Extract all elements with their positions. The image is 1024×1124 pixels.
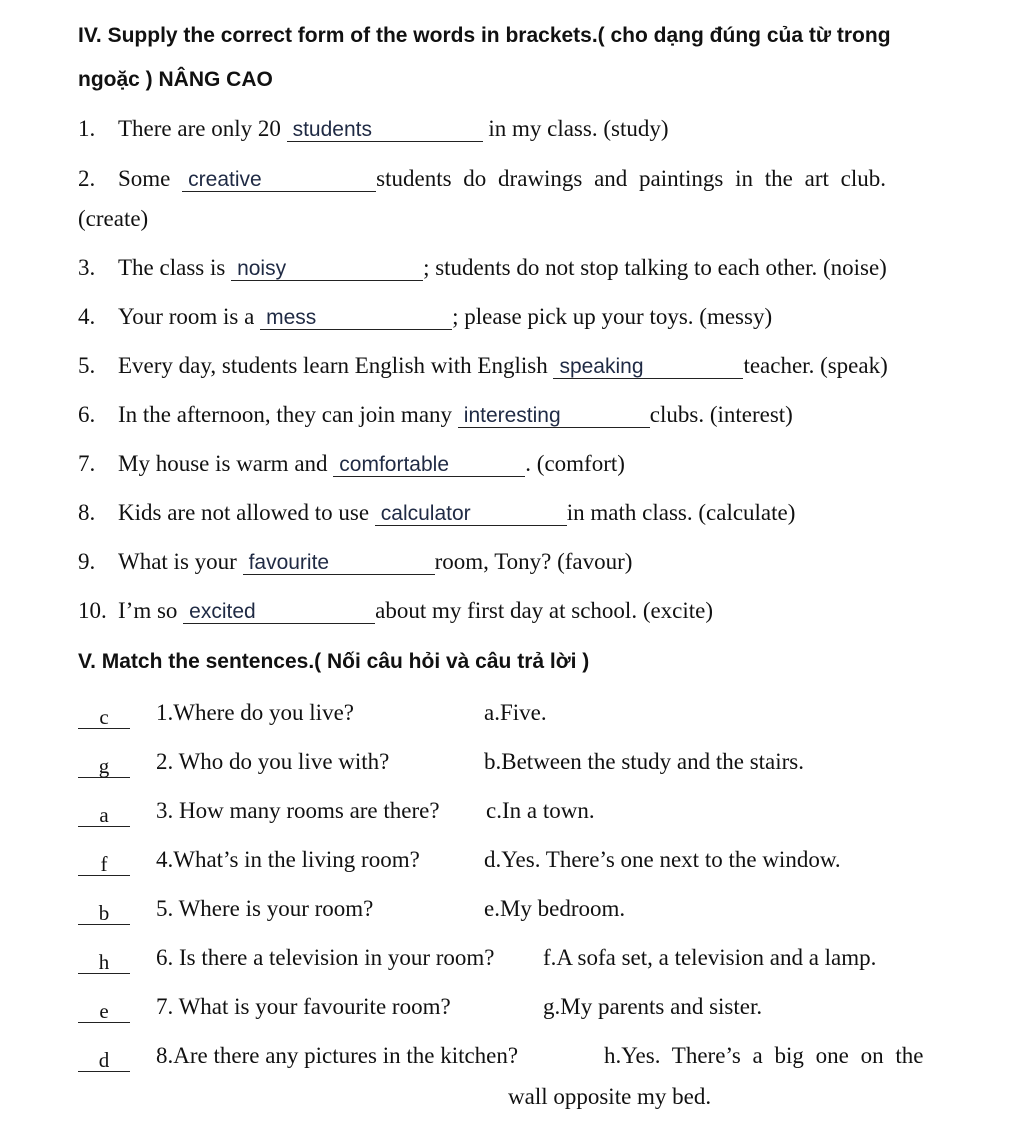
match-question-2: 2. Who do you live with? bbox=[156, 749, 390, 774]
answer-1: students bbox=[292, 118, 372, 141]
answer-blank-10 bbox=[183, 599, 375, 624]
match-answer-2: g bbox=[78, 755, 130, 778]
match-option-h: h.Yes. There’s a big one on the bbox=[604, 1043, 924, 1068]
match-option-c: c.In a town. bbox=[486, 798, 595, 823]
exercise-item-1: 1. There are only 20 students in my class. (study) bbox=[78, 116, 669, 141]
match-option-g: g.My parents and sister. bbox=[543, 994, 763, 1019]
exercise-item-5: 5. Every day, students learn English with English speaking teacher. (speak) bbox=[78, 353, 888, 378]
exercise-item-8: 8. Kids are not allowed to use calculator in math class. (calculate) bbox=[78, 500, 796, 525]
match-answer-1: c bbox=[78, 706, 130, 729]
match-question-8: 8.Are there any pictures in the kitchen? bbox=[156, 1043, 519, 1068]
answer-4: mess bbox=[266, 306, 317, 329]
match-question-5: 5. Where is your room? bbox=[156, 896, 374, 921]
match-answer-8: d bbox=[78, 1049, 130, 1072]
match-option-a: a.Five. bbox=[484, 700, 547, 725]
answer-9: favourite bbox=[248, 551, 330, 574]
answer-blank-9 bbox=[243, 550, 435, 575]
answer-8: calculator bbox=[380, 502, 471, 525]
answer-blank-2 bbox=[182, 167, 376, 192]
exercise-item-9: 9. What is your favourite room, Tony? (favour) bbox=[78, 549, 633, 574]
answer-2: creative bbox=[188, 168, 262, 191]
answer-3: noisy bbox=[237, 257, 287, 280]
match-answer-3: a bbox=[78, 804, 130, 827]
exercise-item-10: 10. I’m so excited about my first day at school. (excite) bbox=[78, 598, 714, 623]
exercise-item-2-continuation: (create) bbox=[78, 206, 149, 231]
match-question-3: 3. How many rooms are there? bbox=[156, 798, 440, 823]
match-option-e: e.My bedroom. bbox=[484, 896, 626, 921]
answer-blank-7 bbox=[333, 452, 525, 477]
match-question-4: 4.What’s in the living room? bbox=[156, 847, 420, 872]
match-option-b: b.Between the study and the stairs. bbox=[484, 749, 805, 774]
answer-blank-3 bbox=[231, 256, 423, 281]
match-question-7: 7. What is your favourite room? bbox=[156, 994, 451, 1019]
answer-10: excited bbox=[189, 600, 256, 623]
match-answer-4: f bbox=[78, 853, 130, 876]
exercise-item-4: 4. Your room is a mess ; please pick up your toys. (messy) bbox=[78, 304, 773, 329]
section-4-heading-line1: IV. Supply the correct form of the words in brackets.( cho dạng đúng của từ trong bbox=[78, 24, 891, 47]
answer-blank-8 bbox=[375, 501, 567, 526]
match-answer-5: b bbox=[78, 902, 130, 925]
exercise-item-6: 6. In the afternoon, they can join many interesting clubs. (interest) bbox=[78, 402, 793, 427]
match-option-d: d.Yes. There’s one next to the window. bbox=[484, 847, 841, 872]
match-answer-6: h bbox=[78, 951, 130, 974]
answer-blank-1 bbox=[287, 117, 483, 142]
answer-blank-6 bbox=[458, 403, 650, 428]
exercise-item-7: 7. My house is warm and comfortable . (comfort) bbox=[78, 451, 625, 476]
answer-blank-5 bbox=[553, 354, 743, 379]
section-5-heading: V. Match the sentences.( Nối câu hỏi và câu trả lời ) bbox=[78, 650, 590, 673]
answer-5: speaking bbox=[559, 355, 644, 378]
section-4-heading-line2: ngoặc ) NÂNG CAO bbox=[78, 68, 273, 91]
match-option-h-continuation: wall opposite my bed. bbox=[508, 1084, 712, 1109]
answer-blank-4 bbox=[260, 305, 452, 330]
match-question-6: 6. Is there a television in your room? bbox=[156, 945, 495, 970]
match-question-1: 1.Where do you live? bbox=[156, 700, 354, 725]
exercise-item-2: 2. Some creative students do drawings and paintings in the art club. bbox=[78, 166, 886, 191]
exercise-item-3: 3. The class is noisy ; students do not stop talking to each other. (noise) bbox=[78, 255, 887, 280]
answer-7: comfortable bbox=[339, 453, 449, 476]
answer-6: interesting bbox=[463, 404, 561, 427]
match-option-f: f.A sofa set, a television and a lamp. bbox=[543, 945, 877, 970]
match-answer-7: e bbox=[78, 1000, 130, 1023]
